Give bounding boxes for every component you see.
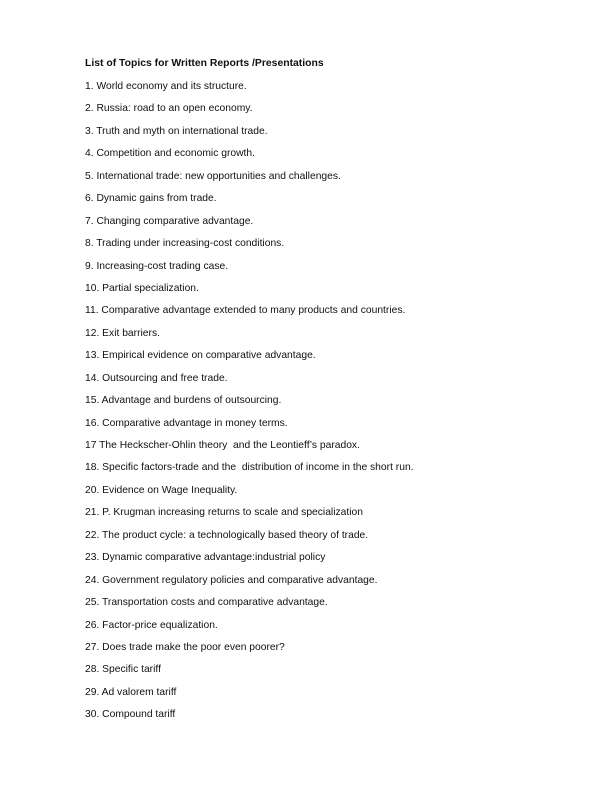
topic-item-25: 25. Transportation costs and comparative advantage. [85, 597, 328, 609]
topic-item-30: 30. Compound tariff [85, 709, 176, 721]
topic-list [85, 80, 414, 731]
topic-item-24: 24. Government regulatory policies and comparative advantage. [85, 574, 378, 586]
topic-item-7: 7. Changing comparative advantage. [85, 215, 254, 227]
document-title: List of Topics for Written Reports /Presentations [85, 58, 324, 69]
topic-item-22: 22. The product cycle: a technologically based theory of trade. [85, 529, 369, 541]
topic-item-9: 9. Increasing-cost trading case. [85, 260, 229, 272]
topic-item-5: 5. International trade: new opportunities and challenges. [85, 170, 341, 182]
topic-item-15: 15. Advantage and burdens of outsourcing. [85, 395, 282, 407]
topic-item-8: 8. Trading under increasing-cost conditions. [85, 238, 285, 250]
topic-item-26: 26. Factor-price equalization. [85, 619, 218, 631]
topic-item-14: 14. Outsourcing and free trade. [85, 372, 228, 384]
topic-item-3: 3. Truth and myth on international trade. [85, 125, 268, 137]
topic-item-17: 17 The Heckscher-Ohlin theory and the Leontieff’s paradox. [85, 440, 360, 451]
topic-item-29: 29. Ad valorem tariff [85, 686, 177, 698]
topic-item-28: 28. Specific tariff [85, 664, 161, 676]
topic-item-1: 1. World economy and its structure. [85, 81, 247, 92]
topic-item-2: 2. Russia: road to an open economy. [85, 103, 253, 115]
topic-item-23: 23. Dynamic comparative advantage:industrial policy [85, 552, 326, 564]
topic-item-21: 21. P. Krugman increasing returns to scale and specialization [85, 507, 363, 519]
topic-item-4: 4. Competition and economic growth. [85, 148, 255, 160]
topic-item-27: 27. Does trade make the poor even poorer? [85, 641, 285, 653]
topic-item-18: 18. Specific factors-trade and the distribution of income in the short run. [85, 462, 414, 474]
topic-item-12: 12. Exit barriers. [85, 327, 160, 339]
topic-item-11: 11. Comparative advantage extended to many products and countries. [85, 305, 406, 317]
topic-item-13: 13. Empirical evidence on comparative advantage. [85, 350, 316, 362]
topic-item-10: 10. Partial specialization. [85, 282, 199, 294]
topic-item-16: 16. Comparative advantage in money terms. [85, 417, 288, 429]
topic-item-20: 20. Evidence on Wage Inequality. [85, 484, 238, 496]
topic-item-6: 6. Dynamic gains from trade. [85, 193, 217, 205]
